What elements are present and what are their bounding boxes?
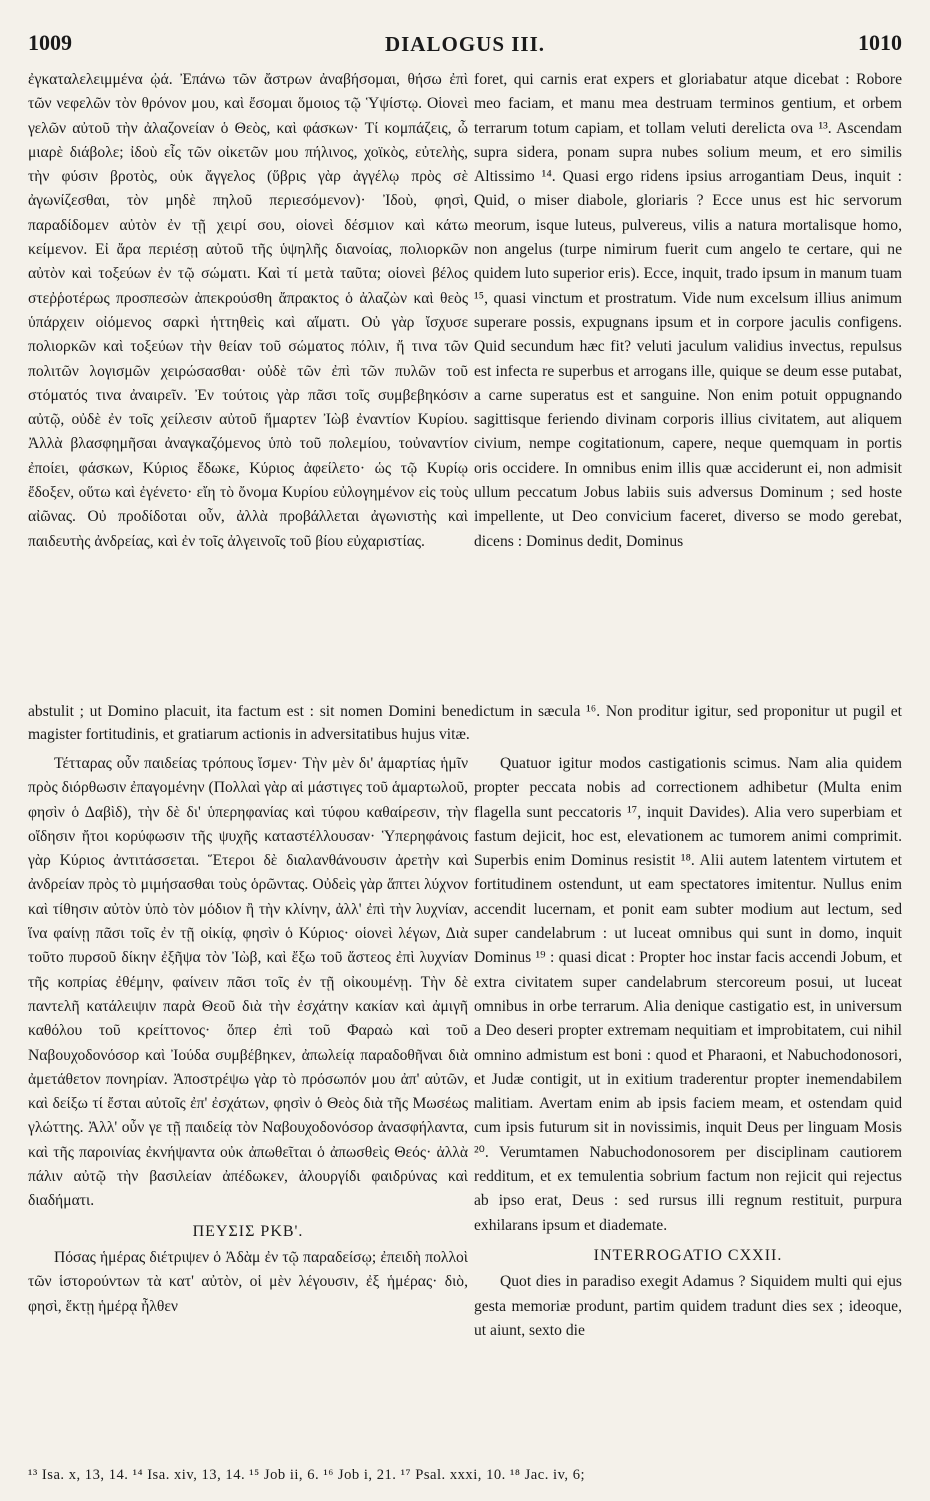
- page-number-right: 1010: [858, 30, 902, 55]
- latin-question-heading: INTERROGATIO CXXII.: [593, 1246, 783, 1264]
- greek-column-bottom: [28, 752, 468, 1458]
- footnotes: [28, 1466, 902, 1498]
- running-title: DIALOGUS III.: [384, 32, 546, 56]
- greek-column-top: [28, 68, 468, 694]
- page-number-left: 1009: [28, 30, 72, 55]
- greek-question-text: Πόσας ἡμέρας διέτριψεν ὁ Ἀδὰμ ἐν τῷ παραδείσῳ; ἐπειδὴ πολλοὶ τῶν ἱστορούντων τὰ κατ' αὐτὸν, οἱ μὲν λέγουσιν, ἐξ ἡμέρας· διὸ, φησὶ, ἕκτῃ ἡμέρᾳ ἦλθεν: [28, 1248, 468, 1315]
- latin-column-top: [474, 68, 902, 694]
- footnote-line: ¹³ Isa. x, 13, 14. ¹⁴ Isa. xiv, 13, 14. ¹⁵ Job ii, 6. ¹⁶ Job i, 21. ¹⁷ Psal. xxxi, 10. ¹⁸ Jac. iv, 6;: [28, 1467, 586, 1483]
- latin-spanning-line: [28, 700, 902, 750]
- page-header: [28, 30, 902, 60]
- latin-question-text: Quot dies in paradiso exegit Adamus ? Siquidem multi qui ejus gesta memoriæ produnt, partim quidem tradunt dies sex ; ideoque, ut aiunt, sexto die: [474, 1273, 902, 1339]
- greek-question-heading: ΠΕΥΣΙΣ ΡΚΒ'.: [192, 1222, 304, 1240]
- latin-span-paragraph: abstulit ; ut Domino placuit, ita factum est : sit nomen Domini benedictum in sæcula ¹⁶. Non proditur igitur, sed proponitur ut pugil et magister fortitudinis, et gratiarum actionis in adversitatibus hujus vitæ.: [28, 703, 902, 743]
- latin-paragraph: foret, qui carnis erat expers et gloriabatur atque dicebat : Robore meo faciam, et manu mea destruam terminos gentium, et orbem terrarum totum capiam, et tollam veluti derelicta ova ¹³. Ascendam supra sidera, ponam supra nubes solium meum, et ero similis Altissimo ¹⁴. Quasi ergo ridens ipsius arrogantiam Deus, inquit : Quid, o miser diabole, gloriaris ? Ecce unus est hic servorum meorum, isque luteus, pulvereus, vilis a natura mortalisque homo, non angelus (turpe nimirum fuerit cum angelo te certare, qui ne quidem luto superior eris). Ecce, inquit, trado ipsum in manum tuam ¹⁵, quasi vinctum et prostratum. Vide num excelsum illius animum superare possis, expugnans ipsum et in corpore jaculis configens. Quid secundum hæc fit? veluti jaculum validius invectus, repulsus est infecta re superbus et arrogans ille, quique se deum esse putabat, a carne superatus est et sanguine. Non enim potuit oppugnando sagittisque feriendo divinam corporis illius civitatem, aut aliquem civium, nempe cogitationum, capere, neque quemquam in portis oris occidere. In omnibus enim illis quæ acciderunt ei, non admisit ullum peccatum Jobus labiis suis adversus Dominum ; sed hoste impellente, ut Deo convicium faceret, diverso se modo gerebat, dicens : Dominus dedit, Dominus: [474, 71, 902, 550]
- latin-paragraph: Quatuor igitur modos castigationis scimus. Nam alia quidem propter peccata nobis ad correctionem adhibetur (Multa enim flagella sunt peccatoris ¹⁷, inquit Davides). Alia vero superbiam et fastum dejicit, hoc est, elevationem ac tumorem animi comprimit. Superbis enim Dominus resistit ¹⁸. Alii autem latentem virtutem et fortitudinem ostendunt, ut eam spectatores imitentur. Nullus enim accendit lucernam, et ponit eam subter modium aut lectum, sed super candelabrum : ut luceat omnibus qui sunt in domo, inquit Dominus ¹⁹ : quasi dicat : Propter hoc instar facis accendi Jobum, et extra civitatem super candelabrum stercoreum posui, ut luceat omnibus in orbe terrarum. Alia denique castigatio est, in universum a Deo deseri propter extremam nequitiam et improbitatem, cui nihil omnino admistum est boni : quod et Pharaoni, et Nabuchodonosori, et Judæ contigit, ut in exitium traderentur propter inemendabilem malitiam. Avertam enim ab ipsis faciem meam, et ostendam quid cum ipsis futurum sit in novissimis, inquit Deus per linguam Mosis ²⁰. Verumtamen Nabuchodonosorem per disciplinam cautiorem redditum, et ex temulentia sobrium factum non rejicit qui rejectus ab ipso erat, Deus : sed rursus illi regnum restituit, purpura exhilarans ipsum et diademate.: [474, 755, 902, 1234]
- greek-paragraph: ἐγκαταλελειμμένα ᾠά. Ἐπάνω τῶν ἄστρων ἀναβήσομαι, θήσω ἐπὶ τῶν νεφελῶν τὸν θρόνον μου, καὶ ἔσομαι ὅμοιος τῷ Ὑψίστῳ. Οἱονεὶ γελῶν αὐτοῦ τὴν ἀλαζονείαν ὁ Θεὸς, καὶ φάσκων· Τί κομπάζεις, ὦ μιαρὲ διάβολε; ἰδοὺ εἷς τῶν οἰκετῶν μου πήλινος, χοϊκὸς, εὐτελὴς, τὴν φύσιν βροτὸς, οὐκ ἄγγελος (ὕβρις γὰρ ἀγγέλῳ πρὸς σὲ ἀγωνίζεσθαι, τὸν μηδὲ πηλοῦ περιεσόμενον)· Ἰδοὺ, φησὶ, παραδίδομεν αὐτὸν ἐν τῇ χειρί σου, οἱονεὶ δέσμιον καὶ κάτω κείμενον. Εἰ ἄρα περιέσῃ αὐτοῦ τῆς ὑψηλῆς διανοίας, πολιορκῶν αὐτὸν καὶ τοξεύων ἐν τῷ σώματι. Καὶ τί μετὰ ταῦτα; οἱονεὶ βέλος στεῤῥοτέρως προσπεσὼν ἀπεκρούσθη ἄπρακτος ὁ ἀλαζὼν καὶ θεὸς ὑπάρχειν οἰόμενος σαρκὶ ἡττηθεὶς καὶ αἵματι. Οὐ γὰρ ἴσχυσε πολιορκῶν καὶ τοξεύων τὴν θείαν τοῦ σώματος πόλιν, ἤ τινα τῶν πολιτῶν λογισμῶν χειρώσασθαι· οὐδὲ τῶν ἐπὶ τῶν πυλῶν τοῦ στόματός τινα ἀναιρεῖν. Ἐν τούτοις γὰρ πᾶσι τοῖς συμβεβηκόσιν αὐτῷ, οὐδὲ ἐν τοῖς χείλεσιν αὐτοῦ ἥμαρτεν Ἰὼβ ἐναντίον Κυρίου. Ἀλλὰ βλασφημῆσαι ἀναγκαζόμενος ὑπὸ τοῦ πολεμίου, τοὐναντίον ἐποίει, φάσκων, Κύριος ἔδωκε, Κύριος ἀφείλετο· ὡς τῷ Κυρίῳ ἔδοξεν, οὕτω καὶ ἐγένετο· εἴη τὸ ὄνομα Κυρίου εὐλογημένον εἰς τοὺς αἰῶνας. Οὐ προδίδοται οὖν, ἀλλὰ προβάλλεται ἀγωνιστὴς καὶ παιδευτὴς ἀνδρείας, καὶ ἐν τοῖς ἀλγεινοῖς τοῦ βίου εὐχαριστίας.: [28, 71, 468, 550]
- greek-paragraph: Τέτταρας οὖν παιδείας τρόπους ἴσμεν· Τὴν μὲν δι' ἁμαρτίας ἡμῖν πρὸς διόρθωσιν ἐπαγομένην (Πολλαὶ γὰρ αἱ μάστιγες τοῦ ἁμαρτωλοῦ, φησὶν ὁ Δαβὶδ), τὴν δὲ δι' ὑπερηφανίας καὶ τύφου καθαίρεσιν, τὴν οἴδησιν ἤτοι κορύφωσιν τῆς ψυχῆς καταστέλλουσαν· Ὑπερηφάνοις γὰρ Κύριος ἀντιτάσσεται. Ἕτεροι δὲ διαλανθάνουσιν ἀρετὴν καὶ ἀνδρείαν πρὸς τὸ μιμήσασθαι τοὺς ὁρῶντας. Οὐδεὶς γὰρ ἅπτει λύχνον καὶ τίθησιν αὐτὸν ὑπὸ τὸν μόδιον ἢ τὴν κλίνην, ἀλλ' ἐπὶ τὴν λυχνίαν, ἵνα φαίνῃ πᾶσι τοῖς ἐν τῇ οἰκίᾳ, φησὶν ὁ Κύριος· οἱονεὶ λέγων, Διὰ τοῦτο πυρσοῦ δίκην ἐξῆψα τὸν Ἰὼβ, καὶ ἔξω τοῦ ἄστεος ἐπὶ λυχνίαν τῆς κοπρίας ἐθέμην, φαίνειν πᾶσι τοῖς ἐν τῇ οἰκουμένῃ. Τὴν δὲ παντελῆ κατάλειψιν παρὰ Θεοῦ διὰ τὴν ἐσχάτην κακίαν καὶ ἀμιγῆ καθόλου τοῦ κρείττονος· ὅπερ ἐπὶ τοῦ Φαραὼ καὶ τοῦ Ναβουχοδονόσορ καὶ Ἰούδα συμβέβηκεν, ἀπωλείᾳ παραδοθῆναι διὰ ἀμετάθετον πονηρίαν. Ἀποστρέψω γὰρ τὸ πρόσωπόν μου ἀπ' αὐτῶν, καὶ δείξω τί ἔσται αὐτοῖς ἐπ' ἐσχάτων, φησὶν ὁ Θεὸς διὰ τῆς Μωσέως γλώττης. Ἀλλ' οὖν γε τῇ παιδείᾳ τὸν Ναβουχοδονόσορ ἀνασφήλαντα, καὶ τῆς παροινίας ἐκνήψαντα οὐκ ἀπωθεῖται ὁ ἀπωσθεὶς Θεός· ἀλλὰ πάλιν αὐτῷ τὴν βασιλείαν ἀπέδωκεν, ἁλουργίδι φαιδρύνας καὶ διαδήματι.: [28, 755, 468, 1210]
- latin-column-bottom: [474, 752, 902, 1458]
